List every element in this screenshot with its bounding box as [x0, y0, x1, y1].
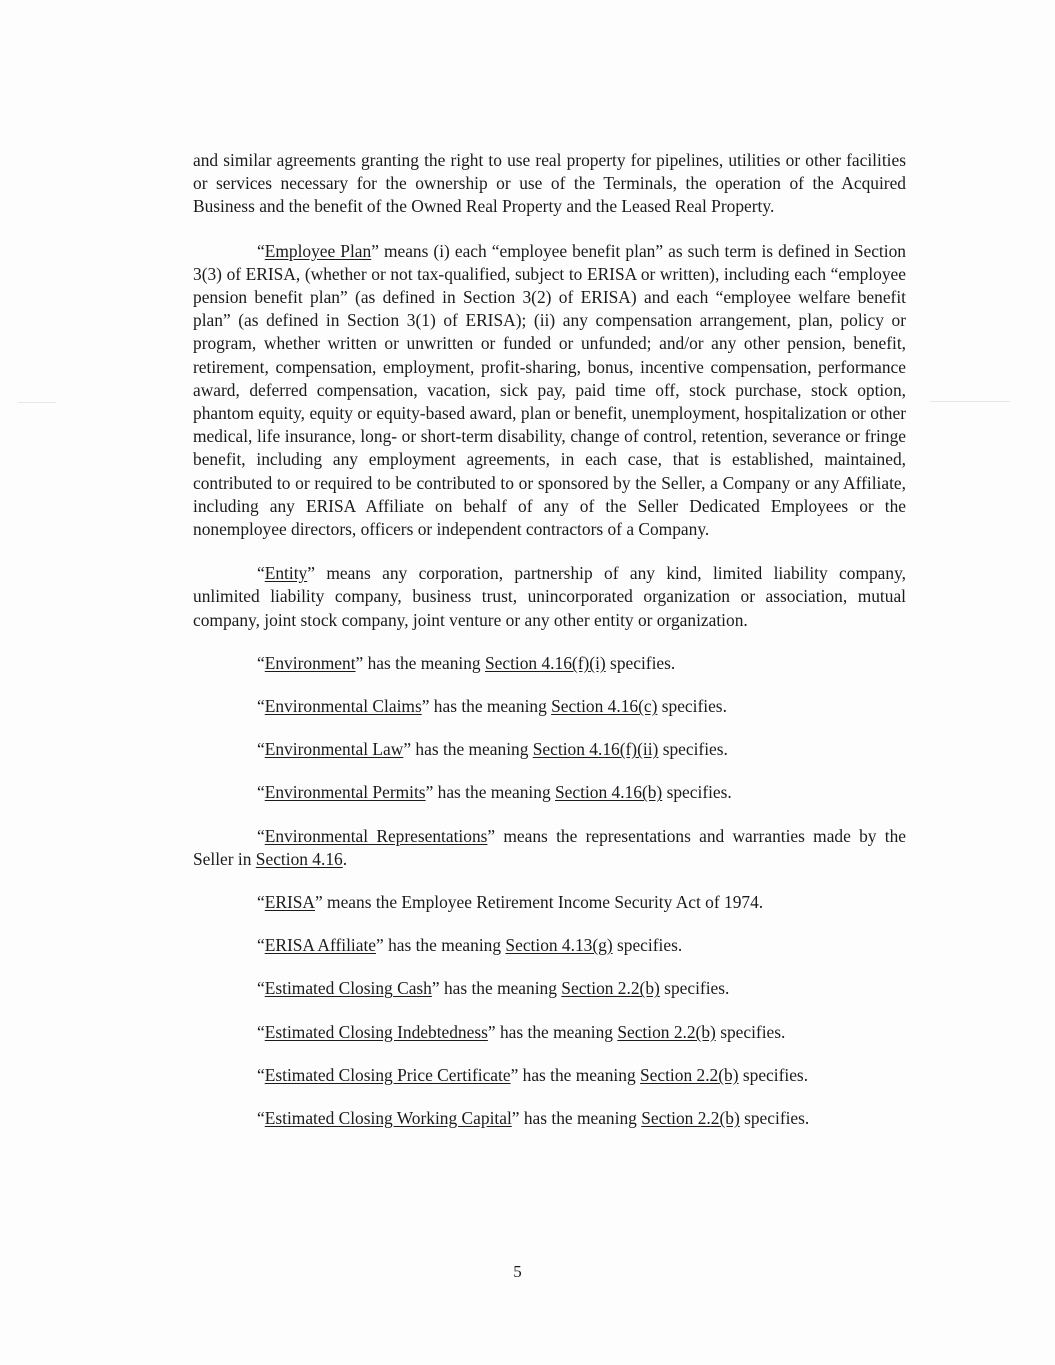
- quote-open: “: [257, 892, 265, 913]
- definition-environmental-claims: [193, 695, 906, 718]
- definition-text: ” has the meaning: [510, 1064, 640, 1085]
- definition-text: ” means the representations and warranties made by the Seller in: [193, 825, 906, 869]
- definition-text: ” has the meaning: [421, 696, 552, 717]
- quote-open: “: [257, 825, 265, 846]
- definition-tail: specifies.: [659, 978, 730, 999]
- definition-erisa: [193, 891, 906, 914]
- section-reference: Section 2.2(b): [641, 1108, 740, 1129]
- quote-open: “: [257, 696, 265, 717]
- defined-term: Estimated Closing Cash: [264, 978, 432, 999]
- definition-entity: [193, 562, 906, 632]
- definition-erisa-affiliate: [193, 934, 906, 957]
- document-body: [193, 149, 906, 1130]
- definition-employee-plan: [193, 240, 906, 542]
- section-reference: Section 2.2(b): [561, 978, 660, 999]
- scan-artifact: [18, 402, 56, 403]
- defined-term: Estimated Closing Indebtedness: [264, 1021, 488, 1042]
- section-reference: Section 4.16(c): [551, 696, 658, 717]
- definition-text: ” has the meaning: [431, 978, 562, 999]
- definition-tail: specifies.: [738, 1064, 809, 1085]
- defined-term: Entity: [264, 563, 308, 584]
- defined-term: Employee Plan: [264, 240, 372, 261]
- quote-open: “: [257, 739, 265, 760]
- definition-environmental-permits: [193, 781, 906, 804]
- defined-term: Estimated Closing Price Certificate: [264, 1064, 511, 1085]
- definition-tail: specifies.: [612, 935, 683, 956]
- definition-environmental-law: [193, 738, 906, 761]
- definition-text: ” has the meaning: [355, 652, 485, 673]
- quote-open: “: [257, 1108, 265, 1129]
- definition-environmental-representations: [193, 825, 906, 871]
- definition-text: ” has the meaning: [403, 739, 533, 760]
- quote-open: “: [257, 978, 265, 999]
- quote-open: “: [257, 935, 265, 956]
- definition-tail: specifies.: [715, 1021, 786, 1042]
- defined-term: Environmental Law: [264, 739, 404, 760]
- section-reference: Section 4.13(g): [505, 935, 613, 956]
- definition-estimated-closing-cash: [193, 977, 906, 1000]
- defined-term: Environmental Representations: [264, 825, 488, 846]
- quote-open: “: [257, 1021, 265, 1042]
- quote-open: “: [257, 652, 265, 673]
- defined-term: Estimated Closing Working Capital: [264, 1108, 512, 1129]
- definition-text: ” has the meaning: [487, 1021, 618, 1042]
- definition-text: ” has the meaning: [376, 935, 506, 956]
- definition-text: ” has the meaning: [511, 1108, 642, 1129]
- definition-tail: specifies.: [658, 739, 728, 760]
- definition-estimated-closing-indebtedness: [193, 1021, 906, 1044]
- definition-text: ” means (i) each “employee benefit plan” as such term is defined in Section 3(3) of ERISA, (whether or not tax-qualified, subject to ERISA or written), including each “employee pension benefit plan” (as defined in Section 3(2) of ERISA) and each “employee welfare benefit plan” (as defined in Section 3(1) of ERISA); (ii) any compensation arrangement, plan, policy or program, whether written or unwritten or funded or unfunded; and/or any other pension, benefit, retirement, compensation, employment, profit-sharing, bonus, incentive compensation, performance award, deferred compensation, vacation, sick pay, paid time off, stock purchase, stock option, phantom equity, equity or equity-based award, plan or benefit, unemployment, hospitalization or other medical, life insurance, long- or short-term disability, change of control, retention, severance or fringe benefit, including any employment agreements, in each case, that is established, maintained, contributed to or required to be contributed to or sponsored by the Seller, a Company or any Affiliate, including any ERISA Affiliate on behalf of any of the Seller Dedicated Employees or the nonemployee directors, officers or independent contractors of a Company.: [193, 240, 906, 540]
- section-reference: Section 4.16(b): [555, 782, 663, 803]
- quote-open: “: [257, 240, 265, 261]
- defined-term: ERISA: [264, 892, 315, 913]
- section-reference: Section 4.16(f)(i): [484, 652, 606, 673]
- defined-term: Environmental Claims: [264, 696, 422, 717]
- paragraph-intro: and similar agreements granting the right to use real property for pipelines, utilities or other facilities or services necessary for the ownership or use of the Terminals, the operation of the Acquired Business and the benefit of the Owned Real Property and the Leased Real Property.: [193, 150, 906, 217]
- definition-tail: .: [342, 848, 348, 869]
- definition-estimated-closing-working-capital: [193, 1107, 906, 1130]
- scan-artifact: [930, 401, 1010, 402]
- defined-term: ERISA Affiliate: [264, 935, 376, 956]
- definition-tail: specifies.: [739, 1108, 810, 1129]
- defined-term: Environmental Permits: [264, 782, 426, 803]
- section-reference: Section 2.2(b): [639, 1064, 739, 1085]
- section-reference: Section 2.2(b): [617, 1021, 716, 1042]
- definition-tail: specifies.: [605, 652, 676, 673]
- definition-environment: [193, 652, 906, 675]
- definition-text: ” means the Employee Retirement Income Security Act of 1974.: [314, 892, 764, 913]
- page-number: 5: [513, 1262, 522, 1281]
- definition-text: ” has the meaning: [425, 782, 555, 803]
- definition-estimated-closing-price-certificate: [193, 1064, 906, 1087]
- section-reference: Section 4.16: [255, 848, 343, 869]
- quote-open: “: [257, 782, 265, 803]
- quote-open: “: [257, 1064, 265, 1085]
- definition-tail: specifies.: [662, 782, 732, 803]
- defined-term: Environment: [264, 652, 356, 673]
- definition-tail: specifies.: [657, 696, 727, 717]
- section-reference: Section 4.16(f)(ii): [532, 739, 659, 760]
- definition-text: ” means any corporation, partnership of any kind, limited liability company, unlimited liability company, business trust, unincorporated organization or association, mutual company, joint stock company, joint venture or any other entity or organization.: [193, 563, 906, 630]
- quote-open: “: [257, 563, 265, 584]
